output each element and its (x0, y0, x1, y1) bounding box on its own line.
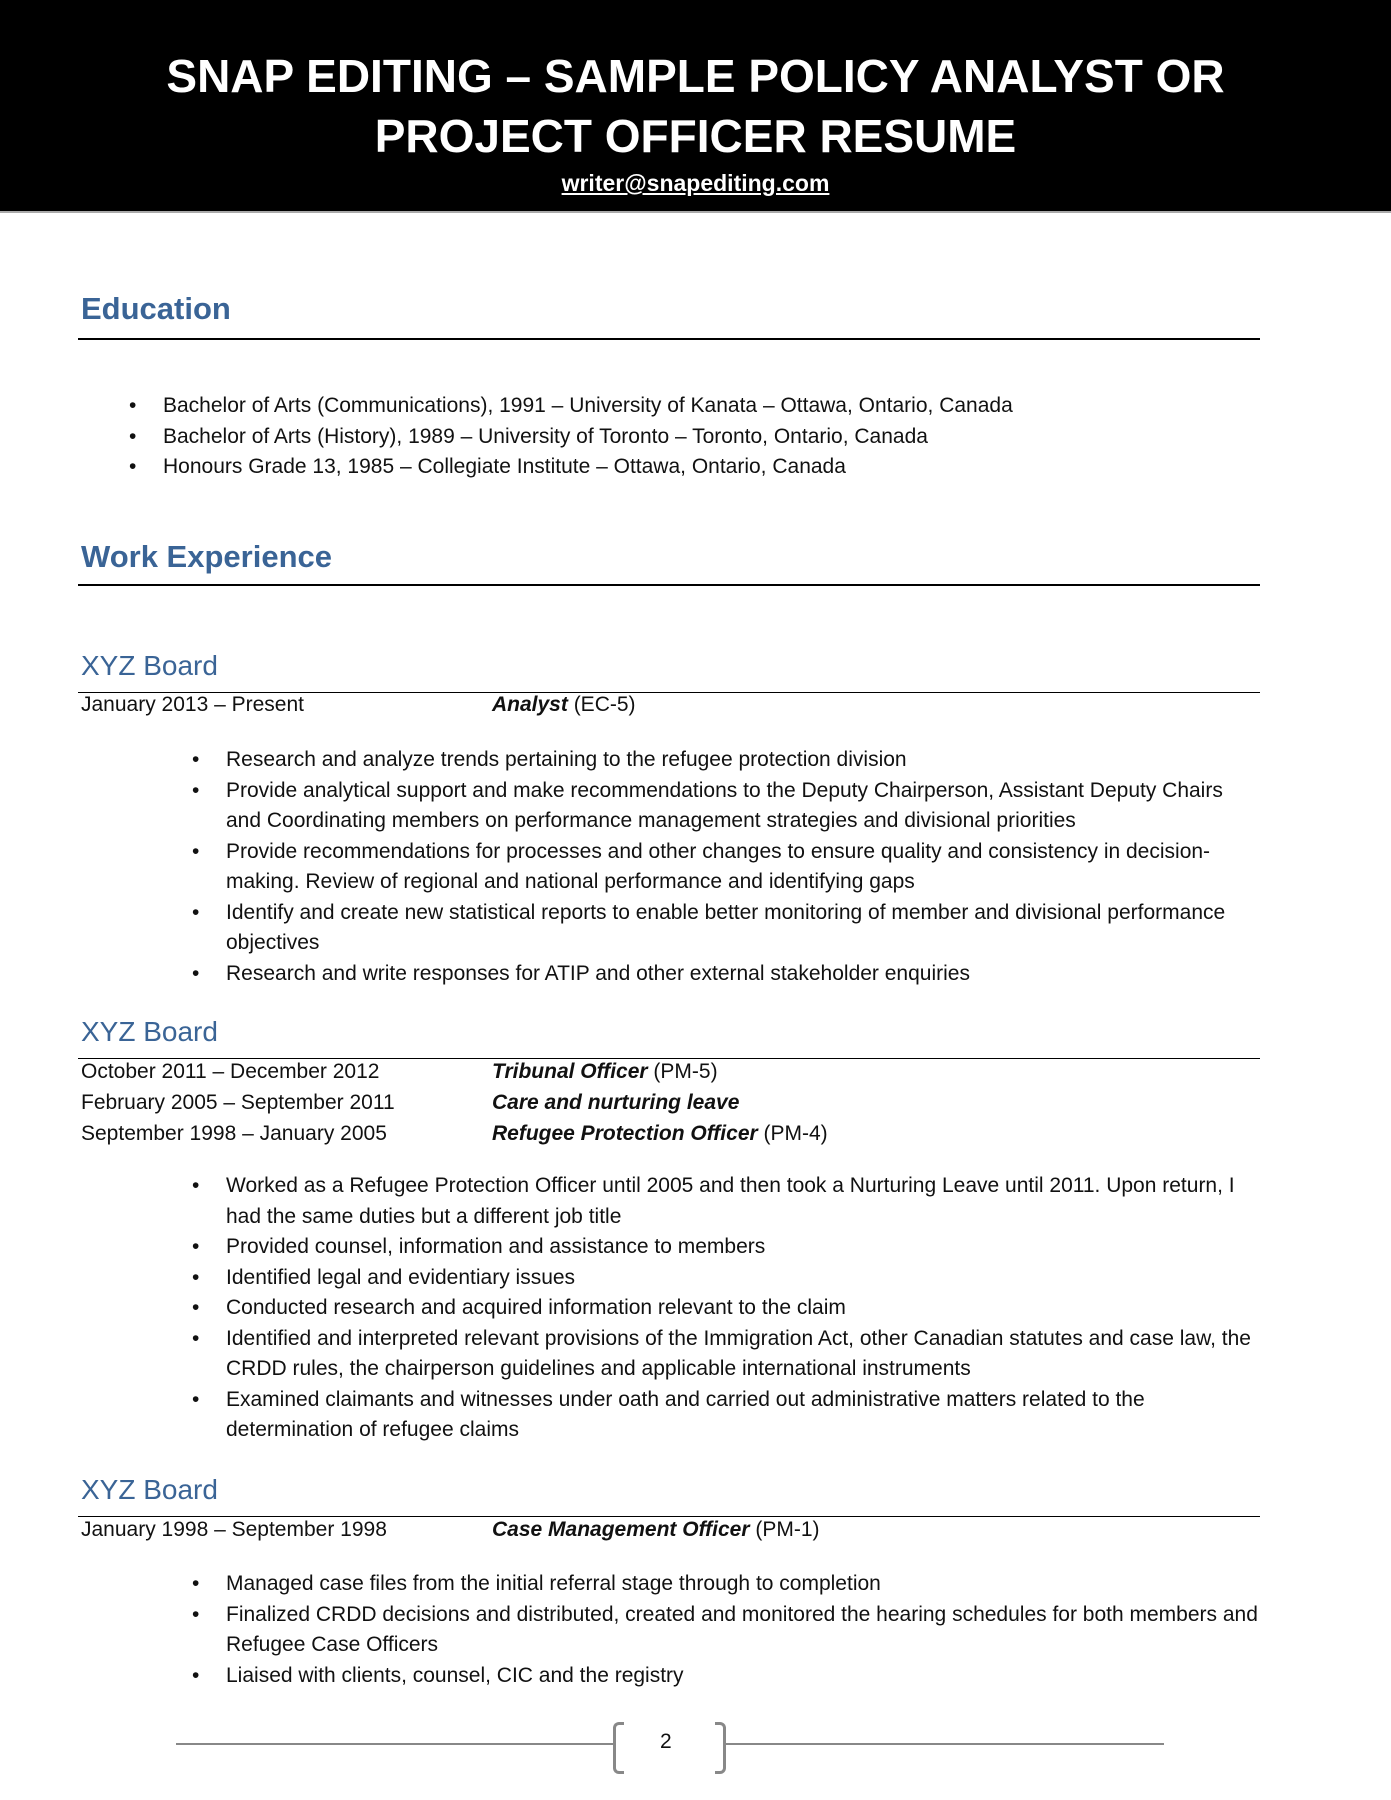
role-title: Analyst (492, 693, 568, 716)
role-row (81, 1515, 1261, 1546)
role-dates: January 2013 – Present (81, 693, 304, 716)
list-item: • Managed case files from the initial referral stage through to completion (192, 1569, 1262, 1600)
role-grade: (PM-4) (757, 1122, 828, 1145)
job-bullets (192, 1171, 1262, 1446)
left-bracket (613, 1722, 624, 1774)
list-item: • Examined claimants and witnesses under oath and carried out administrative matters related to the determination of refugee claims (192, 1385, 1262, 1446)
list-item: • Conducted research and acquired information relevant to the claim (192, 1293, 1262, 1324)
list-item: • Honours Grade 13, 1985 – Collegiate Institute – Ottawa, Ontario, Canada (129, 452, 1229, 483)
right-bracket (715, 1722, 726, 1774)
list-item: • Liaised with clients, counsel, CIC and the registry (192, 1661, 1262, 1692)
role-grade: (PM-1) (749, 1518, 820, 1541)
list-item: • Research and write responses for ATIP and other external stakeholder enquiries (192, 959, 1262, 990)
role-row (81, 690, 1261, 721)
list-item: • Research and analyze trends pertaining to the refugee protection division (192, 745, 1262, 776)
list-item: • Identify and create new statistical reports to enable better monitoring of member and divisional performance objectives (192, 898, 1262, 959)
education-heading: Education (81, 291, 231, 326)
list-item: • Provided counsel, information and assistance to members (192, 1232, 1262, 1263)
job-org: XYZ Board (81, 1016, 218, 1047)
role-grade: (PM-5) (647, 1060, 718, 1083)
header-banner (0, 0, 1391, 213)
job-org: XYZ Board (81, 650, 218, 681)
role-row (81, 1119, 1261, 1150)
role-row (81, 1088, 1261, 1119)
page-number: 2 (660, 1730, 672, 1753)
footer-line-right (726, 1743, 1164, 1745)
title-line-1: SNAP EDITING – SAMPLE POLICY ANALYST OR (166, 50, 1225, 102)
role-dates: February 2005 – September 2011 (81, 1091, 395, 1114)
role-title: Refugee Protection Officer (492, 1122, 758, 1145)
role-dates: October 2011 – December 2012 (81, 1060, 380, 1083)
job-roles (81, 1515, 1261, 1546)
list-item: • Identified legal and evidentiary issues (192, 1263, 1262, 1294)
footer-line-left (176, 1743, 616, 1745)
list-item: • Provide analytical support and make recommendations to the Deputy Chairperson, Assistant Deputy Chairs and Coordinating members on performance management strategies and divisional priorities (192, 776, 1262, 837)
list-item: • Provide recommendations for processes and other changes to ensure quality and consistency in decision-making. Review of regional and national performance and identifying gaps (192, 837, 1262, 898)
role-dates: September 1998 – January 2005 (81, 1122, 387, 1145)
job-roles (81, 690, 1261, 721)
role-dates: January 1998 – September 1998 (81, 1518, 387, 1541)
job-roles (81, 1057, 1261, 1150)
role-row (81, 1057, 1261, 1088)
role-title: Case Management Officer (492, 1518, 750, 1541)
list-item: • Identified and interpreted relevant provisions of the Immigration Act, other Canadian statutes and case law, the CRDD rules, the chairperson guidelines and applicable international instruments (192, 1324, 1262, 1385)
list-item: • Finalized CRDD decisions and distributed, created and monitored the hearing schedules for both members and Refugee Case Officers (192, 1600, 1262, 1661)
role-title: Tribunal Officer (492, 1060, 648, 1083)
role-title: Care and nurturing leave (492, 1091, 740, 1114)
divider (78, 338, 1260, 340)
role-grade: (EC-5) (567, 693, 636, 716)
list-item: • Bachelor of Arts (History), 1989 – University of Toronto – Toronto, Ontario, Canada (129, 422, 1229, 453)
job-bullets (192, 1569, 1262, 1691)
list-item: • Worked as a Refugee Protection Officer until 2005 and then took a Nurturing Leave until 2011. Upon return, I had the same duties but a different job title (192, 1171, 1262, 1232)
education-list (129, 391, 1229, 483)
divider (78, 584, 1260, 586)
work-heading: Work Experience (81, 539, 332, 574)
email-link[interactable]: writer@snapediting.com (561, 170, 830, 196)
title-line-2: PROJECT OFFICER RESUME (374, 110, 1017, 162)
job-org: XYZ Board (81, 1474, 218, 1505)
job-bullets (192, 745, 1262, 989)
list-item: • Bachelor of Arts (Communications), 1991 – University of Kanata – Ottawa, Ontario, Canada (129, 391, 1229, 422)
